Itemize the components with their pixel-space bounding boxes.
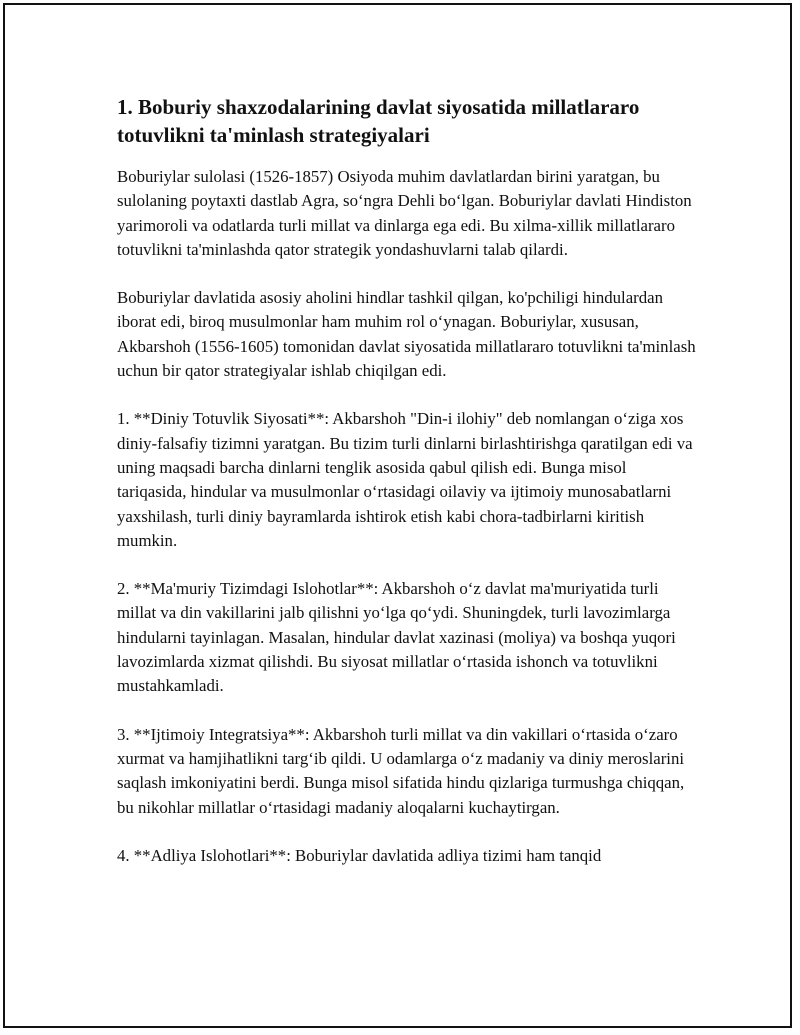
paragraph-judicial-reforms: 4. **Adliya Islohotlari**: Boburiylar davlatida adliya tizimi ham tanqid [117,845,602,865]
document-title: 1. Boburiy shaxzodalarining davlat siyosatida millatlararo totuvlikni ta'minlash strategiyalari [117,95,640,147]
paragraph-religious-tolerance: 1. **Diniy Totuvlik Siyosati**: Akbarshoh "Din-i ilohiy" deb nomlangan o‘ziga xos diniy-falsafiy tizimni yaratgan. Bu tizim turli dinlarni birlashtirishga qaratilgan edi va uning maqsadi barcha dinlarni tenglik asosida qabul qilish edi. Bunga misol tariqasida, hindular va musulmonlar o‘rtasidagi oilaviy va ijtimoiy munosabatlarni yaxshilash, turli diniy bayramlarda ishtirok etish kabi chora-tadbirlarni kiritish mumkin. [117,409,693,550]
paragraph-population: Boburiylar davlatida asosiy aholini hindlar tashkil qilgan, ko'pchiligi hindulardan iborat edi, biroq musulmonlar ham muhim rol o‘ynagan. Boburiylar, xususan, Akbarshoh (1556-1605) tomonidan davlat siyosatida millatlararo totuvlikni ta'minlash uchun bir qator strategiyalar ishlab chiqilgan edi. [117,288,696,381]
paragraph-intro: Boburiylar sulolasi (1526-1857) Osiyoda muhim davlatlardan birini yaratgan, bu sulolaning poytaxti dastlab Agra, so‘ngra Dehli bo‘lgan. Boburiylar davlati Hindiston yarimoroli va odatlarda turli millat va dinlarga ega edi. Bu xilma-xillik millatlararo totuvlikni ta'minlashda qator strategik yondashuvlarni talab qilardi. [117,167,692,259]
paragraph-administrative-reforms: 2. **Ma'muriy Tizimdagi Islohotlar**: Akbarshoh o‘z davlat ma'muriyatida turli millat va din vakillarini jalb qilishni yo‘lga qo‘ydi. Shuningdek, turli lavozimlarga hindularni tayinlagan. Masalan, hindular davlat xazinasi (moliya) va boshqa yuqori lavozimlarda xizmat qilishdi. Bu siyosat millatlar o‘rtasida ishonch va totuvlikni mustahkamladi. [117,579,676,696]
paragraph-social-integration: 3. **Ijtimoiy Integratsiya**: Akbarshoh turli millat va din vakillari o‘rtasida o‘zaro xurmat va hamjihatlikni targ‘ib qildi. U odamlarga o‘z madaniy va diniy meroslarini saqlash imkoniyatini berdi. Bunga misol sifatida hindu qizlariga turmushga chiqqan, bu nikohlar millatlar o‘rtasidagi madaniy aloqalarni kuchaytirgan. [117,724,685,817]
document-body [117,93,697,892]
